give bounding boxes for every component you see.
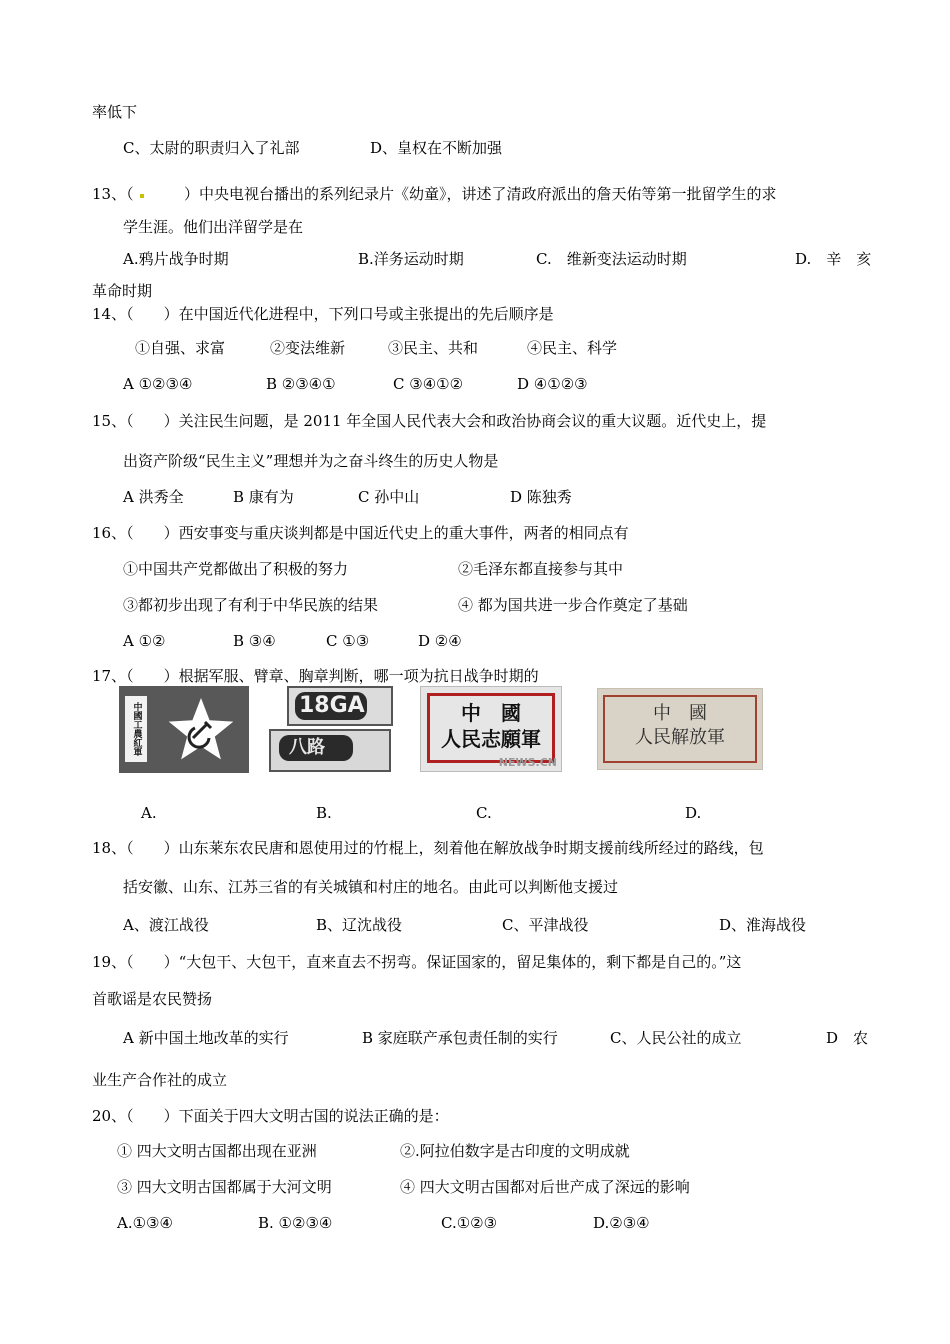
q13-option-c: C. 维新变法运动时期 [536, 250, 687, 268]
q12-option-c: C、太尉的职责归入了礼部 [123, 139, 300, 157]
q12-continuation: 率低下 [92, 103, 138, 121]
q14-option-c: C ③④①② [393, 375, 464, 393]
q18-stem-line2: 括安徽、山东、江苏三省的有关城镇和村庄的地名。由此可以判断他支援过 [123, 878, 619, 896]
q19-option-a: A 新中国土地改革的实行 [123, 1029, 289, 1047]
q17-image-d-line1: 中 國 [653, 703, 707, 724]
q17-image-b-bottom-text: 八路 [289, 737, 325, 758]
q15-option-a: A 洪秀全 [123, 488, 184, 506]
q17-stem: 17、（ ）根据军服、臂章、胸章判断，哪一项为抗日战争时期的 [92, 667, 539, 685]
q18-option-d: D、淮海战役 [719, 916, 807, 934]
q18-option-b: B、辽沈战役 [316, 916, 403, 934]
q17-image-d-line2: 人民解放軍 [635, 727, 725, 748]
q20-option-c: C.①②③ [441, 1214, 498, 1232]
q19-continuation: 业生产合作社的成立 [92, 1071, 228, 1089]
q20-option-a: A.①③④ [117, 1214, 173, 1232]
q13-option-b: B.洋务运动时期 [358, 250, 464, 268]
q20-option-b: B. ①②③④ [258, 1214, 333, 1232]
q16-option-a: A ①② [123, 632, 166, 650]
q19-option-b: B 家庭联产承包责任制的实行 [362, 1029, 558, 1047]
q17-label-a: A. [141, 804, 157, 822]
q17-image-a-flag [119, 686, 249, 773]
q19-stem-line2: 首歌谣是农民赞扬 [92, 990, 213, 1008]
q18-option-c: C、平津战役 [502, 916, 589, 934]
q17-label-d: D. [685, 804, 702, 822]
q20-stem: 20、（ ）下面关于四大文明古国的说法正确的是： [92, 1107, 449, 1125]
q19-option-d: D 农 [826, 1029, 869, 1047]
q17-image-c-line1: 中 國 [461, 701, 521, 725]
q14-stem: 14、（ ）在中国近代化进程中，下列口号或主张提出的先后顺序是 [92, 305, 554, 323]
q20-item-3: ③ 四大文明古国都属于大河文明 [117, 1178, 332, 1196]
q12-option-d: D、皇权在不断加强 [370, 139, 503, 157]
q14-item-4: ④民主、科学 [527, 339, 618, 357]
q15-stem-line1: 15、（ ）关注民生问题，是 2011 年全国人民代表大会和政治协商会议的重大议题。近代史上，提 [92, 412, 767, 430]
q17-label-c: C. [476, 804, 492, 822]
q14-item-3: ③民主、共和 [388, 339, 479, 357]
q14-option-d: D ④①②③ [517, 375, 588, 393]
q17-image-c-watermark: NEWS.CN [498, 756, 557, 769]
q13-continuation: 革命时期 [92, 282, 153, 300]
q14-item-1: ①自强、求富 [135, 339, 226, 357]
q13-dot-mark [140, 194, 144, 198]
q18-stem-line1: 18、（ ）山东莱东农民唐和恩使用过的竹棍上，刻着他在解放战争时期支援前线所经过的路线，包 [92, 839, 764, 857]
q15-option-c: C 孙中山 [358, 488, 420, 506]
star-hammer-sickle-icon [165, 694, 237, 766]
q17-label-b: B. [316, 804, 332, 822]
q20-item-1: ① 四大文明古国都出现在亚洲 [117, 1142, 317, 1160]
q17-image-c-badge [420, 686, 562, 772]
q16-item-2: ②毛泽东都直接参与其中 [458, 560, 624, 578]
q20-item-2: ②.阿拉伯数字是古印度的文明成就 [400, 1142, 630, 1160]
q17-image-c-line2: 人民志願軍 [441, 727, 541, 751]
q20-option-d: D.②③④ [593, 1214, 650, 1232]
q15-stem-line2: 出资产阶级“民生主义”理想并为之奋斗终生的历史人物是 [123, 452, 499, 470]
q19-stem-line1: 19、（ ）“大包干、大包干，直来直去不拐弯。保证国家的，留足集体的，剩下都是自己的。”这 [92, 953, 742, 971]
q17-image-d-badge [597, 688, 763, 770]
q14-option-b: B ②③④① [266, 375, 336, 393]
q15-option-d: D 陈独秀 [510, 488, 572, 506]
q20-item-4: ④ 四大文明古国都对后世产成了深远的影响 [400, 1178, 690, 1196]
q13-stem-line1: ）中央电视台播出的系列纪录片《幼童》，讲述了清政府派出的詹天佑等第一批留学生的求 [184, 185, 777, 203]
q16-option-d: D ②④ [418, 632, 462, 650]
q17-image-a-text: 中國工農紅軍 [131, 702, 142, 756]
q16-option-c: C ①③ [326, 632, 370, 650]
q13-stem-line2: 学生涯。他们出洋留学是在 [123, 218, 304, 236]
q17-image-b-patches [267, 686, 397, 774]
q16-stem: 16、（ ）西安事变与重庆谈判都是中国近代史上的重大事件，两者的相同点有 [92, 524, 629, 542]
q13-stem-number: 13、（ [92, 185, 134, 203]
q16-item-4: ④ 都为国共进一步合作奠定了基础 [458, 596, 688, 614]
q14-item-2: ②变法维新 [270, 339, 346, 357]
q16-item-3: ③都初步出现了有利于中华民族的结果 [123, 596, 379, 614]
q17-image-b-top-text: 18GA [299, 693, 365, 718]
q13-option-d: D. 辛 亥 [795, 250, 872, 268]
q16-item-1: ①中国共产党都做出了积极的努力 [123, 560, 349, 578]
q13-option-a: A.鸦片战争时期 [123, 250, 229, 268]
q19-option-c: C、人民公社的成立 [610, 1029, 742, 1047]
q16-option-b: B ③④ [233, 632, 276, 650]
q18-option-a: A、渡江战役 [123, 916, 209, 934]
q15-option-b: B 康有为 [233, 488, 294, 506]
q14-option-a: A ①②③④ [123, 375, 193, 393]
